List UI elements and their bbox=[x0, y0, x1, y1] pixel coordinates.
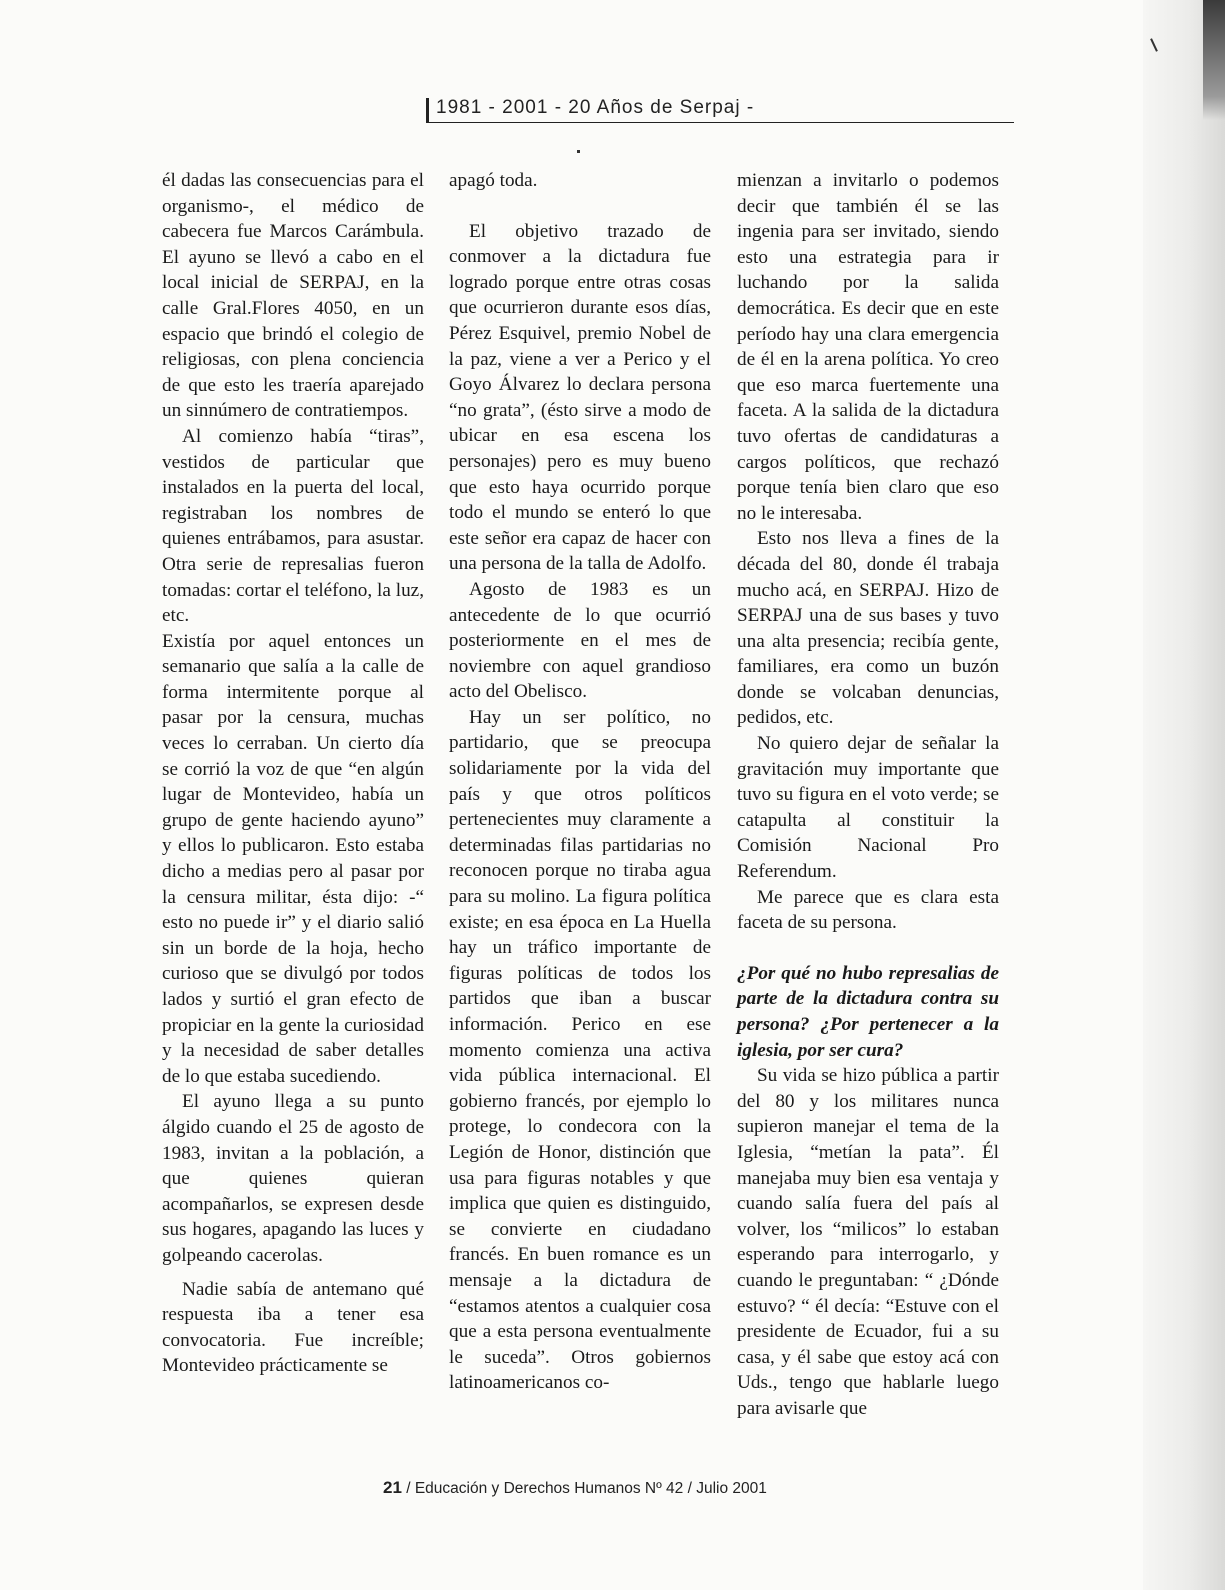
text-column-3 bbox=[737, 168, 999, 1422]
header-rule-bar bbox=[426, 98, 429, 122]
paragraph: El ayuno llega a su punto álgido cuando el 25 de agosto de 1983, invitan a la población, a que quienes quieran acompañarlos, se expresen desde sus hogares, apagando las luces y golpeando cacerolas. bbox=[162, 1091, 424, 1266]
page-footer bbox=[383, 1478, 803, 1498]
paragraph: Me parece que es clara esta faceta de su persona. bbox=[737, 886, 999, 934]
paragraph: Al comienzo había “tiras”, vestidos de particular que instalados en la puerta del local, registraban los nombres de quienes entrábamos, para asustar. Otra serie de represalias fueron tomadas: cortar el teléfono, la luz, etc. bbox=[162, 425, 424, 627]
paragraph: apagó toda. bbox=[449, 170, 538, 191]
paragraph: Hay un ser político, no partidario, que se preocupa solidariamente por la vida del país y que otros políticos pertenecientes muy claramente a determinadas filas partidarias no reconocen porque no tiraba agua para su molino. La figura política existe; en esa época en La Huella hay un tráfico importante de figuras políticas de todos los partidos que iban a buscar información. Perico en ese momento comienza una activa vida pública internacional. El gobierno francés, por ejemplo lo protege, lo condecora con la Legión de Honor, distinción que usa para figuras notables y que implica que quien es distinguido, se convierte en ciudadano francés. En buen romance es un mensaje a la dictadura de “estamos atentos a cualquier cosa que a esta persona eventualmente le suceda”. Otros gobiernos latinoamericanos co- bbox=[449, 706, 711, 1394]
paragraph: Su vida se hizo pública a partir del 80 y los militares nunca supieron manejar el tema de la Iglesia, “metían la pata”. Él manejaba muy bien esa ventaja y cuando salía fuera del país al volver, los “milicos” lo estaban esperando para interrogarlo, y cuando le preguntaban: “ ¿Dónde estuvo? “ él decía: “Estuve con el presidente de Ecuador, fui a su casa, y él sabe que estoy acá con Uds., tengo que hablarle luego para avisarle que bbox=[737, 1065, 999, 1419]
paragraph: mienzan a invitarlo o podemos decir que también él se las ingenia para ser invitado, siendo esto una estrategia para ir luchando por la salida democrática. Es decir que en este período hay una clara emergencia de él en la arena política. Yo creo que eso marca fuertemente una faceta. A la salida de la dictadura tuvo ofertas de candidaturas a cargos políticos, que rechazó porque tenía bien claro que eso no le interesaba. bbox=[737, 170, 999, 524]
running-header bbox=[426, 96, 1014, 123]
paragraph: Esto nos lleva a fines de la década del 80, donde él trabaja mucho acá, en SERPAJ. Hizo de SERPAJ una de sus bases y tuvo una alta presencia; recibía gente, familiares, era como un buzón donde se volcaban denuncias, pedidos, etc. bbox=[737, 528, 999, 729]
interview-question: ¿Por qué no hubo represalias de parte de la dictadura contra su persona? ¿Por pertenecer a la iglesia, por ser cura? bbox=[737, 962, 999, 1061]
text-column-1 bbox=[162, 168, 424, 1379]
paragraph: Existía por aquel entonces un semanario que salía a la calle de forma intermitente porque al pasar por la censura, muchas veces lo cerraban. Un cierto día se corrió la voz de que “en algún lugar de Montevideo, había un grupo de gente haciendo ayuno” y ellos lo publicaron. Esto estaba dicho a medias pero al pasar por la censura militar, ésta dijo: -“ esto no puede ir” y el diario salió sin un borde de la hoja, hecho curioso que se divulgó por todos lados y surtió el gran efecto de propiciar en la gente la curiosidad y la necesidad de saber detalles de lo que estaba sucediendo. bbox=[162, 630, 424, 1087]
text-column-2 bbox=[449, 168, 711, 1396]
running-title: 1981 - 2001 - 20 Años de Serpaj - bbox=[436, 97, 755, 118]
paragraph: El objetivo trazado de conmover a la dictadura fue logrado porque entre otras cosas que ocurrieron durante esos días, Pérez Esquivel, premio Nobel de la paz, viene a ver a Perico y el Goyo Álvarez lo declara persona “no grata”, (ésto sirve a modo de ubicar en esa escena los personajes) pero es muy bueno que esto haya ocurrido porque todo el mundo se enteró lo que este señor era capaz de hacer con una persona de la talla de Adolfo. bbox=[449, 220, 711, 575]
page-number: 21 bbox=[383, 1478, 402, 1497]
page-corner-shadow bbox=[1203, 0, 1225, 120]
paragraph: él dadas las consecuencias para el organismo-, el médico de cabecera fue Marcos Carámbula. El ayuno se llevó a cabo en el local inicial de SERPAJ, en la calle Gral.Flores 4050, en un espacio que brindó el colegio de religiosas, con plena conciencia de que esto les traería aparejado un sinnúmero de contratiempos. bbox=[162, 170, 424, 422]
publication-info: / Educación y Derechos Humanos Nº 42 / Julio 2001 bbox=[406, 1480, 767, 1497]
paragraph: No quiero dejar de señalar la gravitación muy importante que tuvo su figura en el voto verde; se catapulta al constituir la Comisión Nacional Pro Referendum. bbox=[737, 733, 999, 883]
paragraph: Nadie sabía de antemano qué respuesta iba a tener esa convocatoria. Fue increíble; Montevideo prácticamente se bbox=[162, 1278, 424, 1377]
paragraph: Agosto de 1983 es un antecedente de lo que ocurrió posteriormente en el mes de noviembre con aquel grandioso acto del Obelisco. bbox=[449, 578, 711, 703]
page-edge-shadow bbox=[1143, 0, 1225, 1590]
scan-dot bbox=[577, 150, 580, 153]
